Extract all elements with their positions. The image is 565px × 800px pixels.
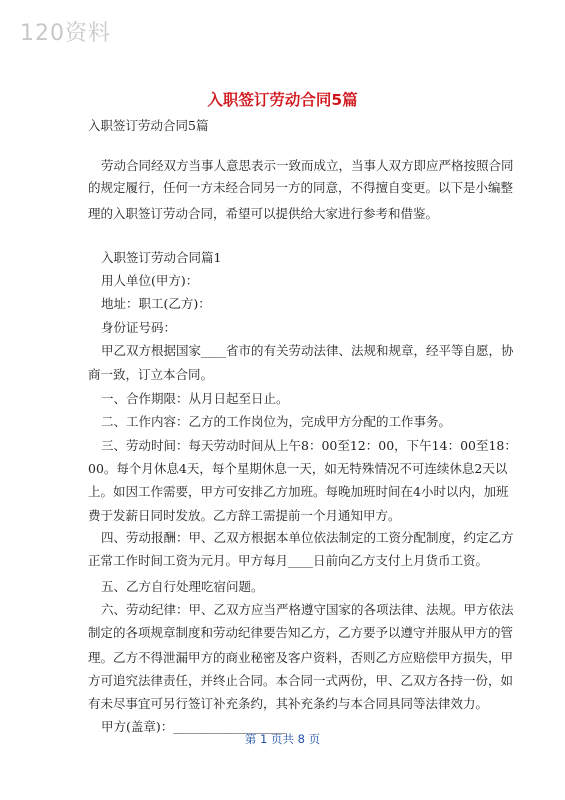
paragraph-line: 制定的各项规章制度和劳动纪律要告知乙方，乙方要予以遵守并服从甲方的管: [88, 625, 514, 640]
paragraph-line: 00。每个月休息4天，每个星期休息一天，如无特殊情况不可连续休息2天以: [88, 461, 508, 476]
paragraph-line: 甲方(盖章)：__________________: [101, 719, 286, 734]
paragraph-line: 方可追究法律责任，并终止合同。本合同一式两份，甲、乙双方各持一份，如: [88, 673, 514, 688]
paragraph-line: 理的入职签订劳动合同，希望可以提供给大家进行参考和借鉴。: [88, 206, 439, 221]
paragraph-line: 正常工作时间工资为元月。甲方每月____日前向乙方支付上月货币工资。: [88, 553, 489, 568]
page-indicator: 第 1 页共 8 页: [244, 732, 321, 746]
paragraph-line: 劳动合同经双方当事人意思表示一致而成立，当事人双方即应严格按照合同: [101, 158, 514, 173]
paragraph-line: 上。如因工作需要，甲方可安排乙方加班。每晚加班时间在4小时以内，加班: [88, 484, 509, 499]
paragraph-line: 四、劳动报酬：甲、乙双方根据本单位依法制定的工资分配制度，约定乙方: [101, 530, 514, 545]
paragraph-line: 有未尽事宜可另行签订补充条约，其补充条约与本合同具同等法律效力。: [88, 696, 489, 711]
paragraph-line: 用人单位(甲方)：: [101, 273, 199, 288]
paragraph-line: 商一致，订立本合同。: [88, 367, 214, 382]
document-subtitle: 入职签订劳动合同5篇: [88, 118, 209, 133]
paragraph-line: 的规定履行，任何一方未经合同另一方的同意，不得擅自变更。以下是小编整: [88, 180, 514, 195]
paragraph-line: 身份证号码：: [101, 320, 177, 335]
paragraph-line: 六、劳动纪律：甲、乙双方应当严格遵守国家的各项法律、法规。甲方依法: [101, 602, 514, 617]
document-title: 入职签订劳动合同5篇: [207, 91, 358, 109]
paragraph-line: 费于发薪日同时发放。乙方辞工需提前一个月通知甲方。: [88, 508, 401, 523]
paragraph-line: 甲乙双方根据国家____省市的有关劳动法律、法规和规章，经平等自愿，协: [101, 343, 514, 358]
paragraph-line: 入职签订劳动合同篇1: [101, 250, 222, 265]
paragraph-line: 三、劳动时间：每天劳动时间从上午8：00至12：00，下午14：00至18：: [101, 438, 517, 453]
paragraph-line: 地址：职工(乙方)：: [101, 296, 211, 311]
watermark-logo: 120资料: [20, 21, 111, 46]
paragraph-line: 一、合作期限：从月日起至日止。: [101, 391, 289, 406]
paragraph-line: 理。乙方不得泄漏甲方的商业秘密及客户资料，否则乙方应赔偿甲方损失，甲: [88, 650, 514, 665]
paragraph-line: 二、工作内容：乙方的工作岗位为，完成甲方分配的工作事务。: [101, 414, 452, 429]
paragraph-line: 五、乙方自行处理吃宿问题。: [101, 579, 264, 594]
